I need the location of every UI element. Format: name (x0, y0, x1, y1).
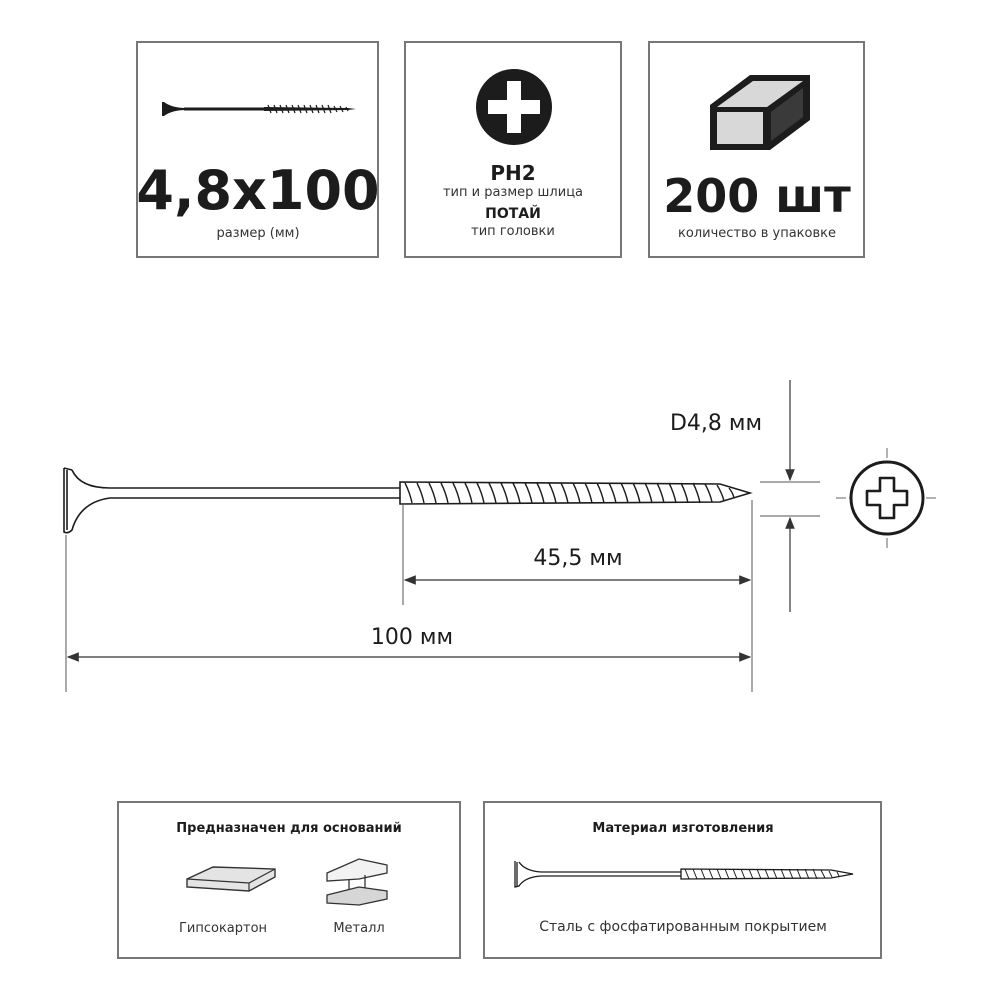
material-description: Сталь с фосфатированным покрытием (539, 919, 827, 935)
head-label: тип головки (471, 224, 555, 239)
material-card (483, 801, 882, 959)
head-value: ПОТАЙ (485, 206, 541, 222)
bases-item-metal: Металл (333, 921, 385, 936)
bases-title: Предназначен для оснований (176, 821, 402, 836)
thread-length-label: 45,5 мм (533, 546, 623, 571)
drywall-icon (183, 863, 279, 903)
screw-icon (160, 99, 360, 121)
material-title: Материал изготовления (592, 821, 774, 836)
phillips-head-icon (474, 67, 554, 147)
slot-value: PH2 (490, 161, 536, 185)
quantity-card (648, 41, 865, 258)
size-card (136, 41, 379, 258)
metal-profile-icon (319, 851, 395, 911)
screw-drawing (64, 468, 750, 533)
slot-card (404, 41, 622, 258)
technical-drawing (0, 360, 1000, 700)
head-top-view-icon (836, 448, 938, 550)
box-icon (705, 65, 815, 155)
diameter-label: D4,8 мм (669, 411, 763, 436)
slot-label: тип и размер шлица (442, 185, 584, 200)
screw-illustration (511, 859, 857, 889)
quantity-label: количество в упаковке (678, 226, 836, 241)
bases-card (117, 801, 461, 959)
total-length-label: 100 мм (370, 625, 454, 650)
size-label: размер (мм) (216, 226, 300, 241)
quantity-value: 200 шт (663, 169, 851, 223)
bases-item-drywall: Гипсокартон (178, 921, 268, 936)
size-value: 4,8x100 (136, 159, 380, 222)
